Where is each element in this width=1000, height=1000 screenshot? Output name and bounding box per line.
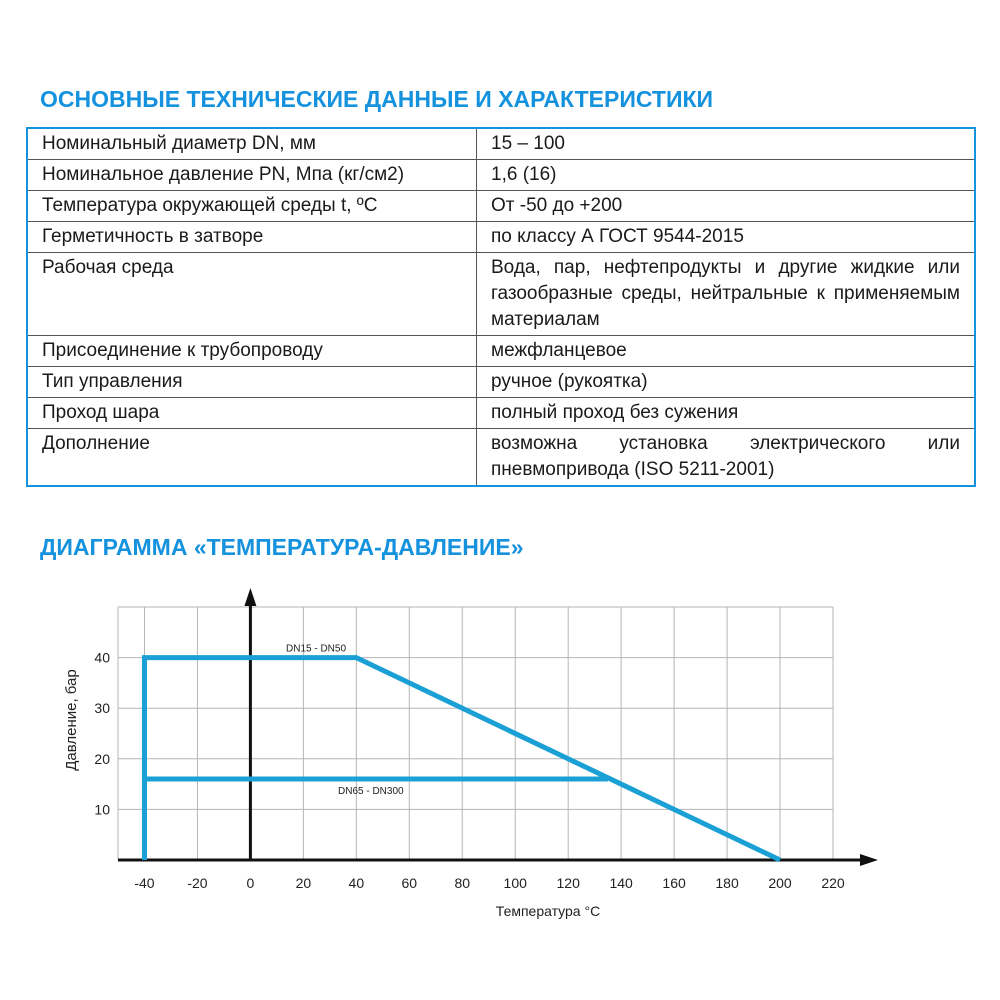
y-axis-title: Давление, бар xyxy=(63,669,80,771)
spec-value: по классу А ГОСТ 9544-2015 xyxy=(477,222,976,253)
spec-row xyxy=(27,398,975,429)
series-label-dn15-dn50: DN15 - DN50 xyxy=(286,643,347,655)
spec-param: Проход шара xyxy=(27,398,477,429)
x-tick-label: 140 xyxy=(609,875,633,891)
spec-value: возможна установка электрического или пневмопривода (ISO 5211-2001) xyxy=(477,429,976,487)
specs-title: ОСНОВНЫЕ ТЕХНИЧЕСКИЕ ДАННЫЕ И ХАРАКТЕРИСТИКИ xyxy=(40,86,714,112)
x-tick-label: 120 xyxy=(556,875,580,891)
y-tick-label: 40 xyxy=(94,649,110,666)
spec-param: Температура окружающей среды t, ºC xyxy=(27,191,477,222)
spec-row xyxy=(27,336,975,367)
spec-value: 15 – 100 xyxy=(477,128,976,160)
spec-row xyxy=(27,128,975,160)
chart-grid xyxy=(118,607,833,860)
spec-row xyxy=(27,429,975,487)
x-tick-label: -40 xyxy=(134,875,155,891)
x-tick-label: 100 xyxy=(503,875,527,891)
x-tick-label: 200 xyxy=(768,875,792,891)
x-axis-title: Температура °C xyxy=(495,903,601,919)
spec-param: Номинальный диаметр DN, мм xyxy=(27,128,477,160)
spec-value: От -50 до +200 xyxy=(477,191,976,222)
y-axis-arrow xyxy=(244,588,256,606)
series-label-dn65-dn300: DN65 - DN300 xyxy=(338,786,404,798)
chart-ticks xyxy=(94,650,844,891)
x-tick-label: -20 xyxy=(187,875,208,891)
spec-value: межфланцевое xyxy=(477,336,976,367)
spec-row xyxy=(27,191,975,222)
spec-param: Присоединение к трубопроводу xyxy=(27,336,477,367)
specs-table xyxy=(26,127,976,487)
spec-value: ручное (рукоятка) xyxy=(477,367,976,398)
spec-param: Рабочая среда xyxy=(27,253,477,336)
spec-param: Тип управления xyxy=(27,367,477,398)
x-tick-label: 160 xyxy=(662,875,686,891)
spec-value: Вода, пар, нефтепродукты и другие жидкие или газообразные среды, нейтральные к применяемым материалам xyxy=(477,253,976,336)
x-tick-label: 0 xyxy=(246,875,255,891)
spec-param: Герметичность в затворе xyxy=(27,222,477,253)
spec-value: 1,6 (16) xyxy=(477,160,976,191)
y-tick-label: 30 xyxy=(94,700,110,717)
x-axis-arrow xyxy=(860,854,878,866)
x-tick-label: 80 xyxy=(454,875,471,891)
spec-param: Номинальное давление PN, Мпа (кг/см2) xyxy=(27,160,477,191)
x-tick-label: 220 xyxy=(821,875,845,891)
x-tick-label: 60 xyxy=(401,875,418,891)
x-tick-label: 40 xyxy=(348,875,365,891)
x-tick-label: 20 xyxy=(295,875,312,891)
y-tick-label: 20 xyxy=(94,750,110,767)
chart-title: ДИАГРАММА «ТЕМПЕРАТУРА-ДАВЛЕНИЕ» xyxy=(40,534,524,560)
spec-param: Дополнение xyxy=(27,429,477,487)
y-tick-label: 10 xyxy=(94,801,110,818)
spec-row xyxy=(27,160,975,191)
x-tick-label: 180 xyxy=(715,875,739,891)
spec-row xyxy=(27,253,975,336)
spec-value: полный проход без сужения xyxy=(477,398,976,429)
temperature-pressure-chart xyxy=(0,580,1000,940)
spec-row xyxy=(27,222,975,253)
spec-row xyxy=(27,367,975,398)
